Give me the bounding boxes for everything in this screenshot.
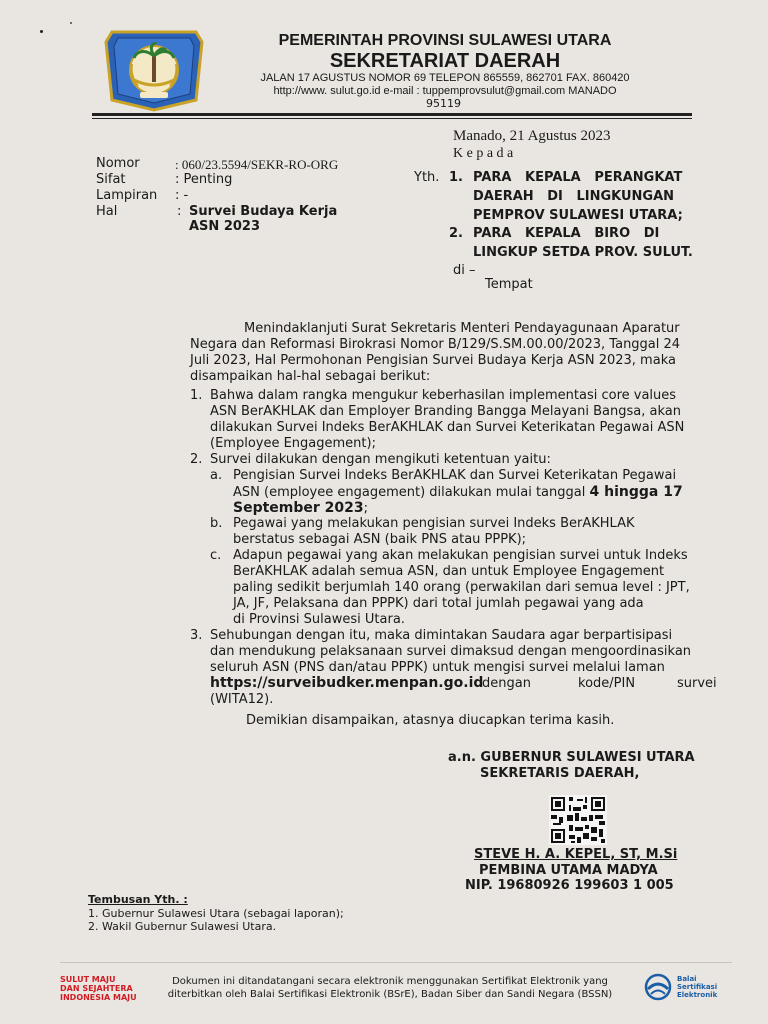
hal-value-line1: Survei Budaya Kerja [189,204,338,219]
signatory-rank: PEMBINA UTAMA MADYA [479,863,658,878]
letterhead-divider [92,113,692,116]
point-2b-line-1: Pegawai yang melakukan pengisian survei Indeks BerAKHLAK [233,516,635,531]
point-2b-line-2: berstatus sebagai ASN (baik PNS atau PPPK); [233,532,527,547]
intro-line-2: Negara dan Reformasi Birokrasi Nomor B/129/S.SM.00.00/2023, Tanggal 24 [190,337,681,352]
recipient-2-line2: LINGKUP SETDA PROV. SULUT. [473,245,693,260]
recipient-1-line2: DAERAH DI LINGKUNGAN [473,189,675,204]
hal-value-line2: ASN 2023 [189,219,261,234]
address-line: JALAN 17 AGUSTUS NOMOR 69 TELEPON 865559, 862701 FAX. 860420 [260,72,630,84]
point-1-line-4: (Employee Engagement); [210,436,376,451]
contact-line: http://www. sulut.go.id e-mail : tuppemprovsulut@gmail.com MANADO [273,85,617,97]
point-3-line-3: seluruh ASN (PNS dan/atau PPPK) untuk mengisi survei melalui laman [210,660,665,675]
point-1-line-1: Bahwa dalam rangka mengukur keberhasilan implementasi core values [210,388,677,403]
point-2a-line-2 [233,484,683,501]
footer-note [150,975,630,1001]
di-label: di – [453,263,476,278]
sifat-value: : Penting [175,172,233,187]
lampiran-value: : - [175,188,189,203]
bsre-logo-text [677,975,717,999]
intro-line-3: Juli 2023, Hal Permohonan Pengisian Survei Budaya Kerja ASN 2023, maka [190,353,676,368]
point-3-line-2: dan mendukung pelaksanaan survei dimaksud dengan mengoordinasikan [210,644,692,659]
signature-on-behalf: a.n. GUBERNUR SULAWESI UTARA [448,750,695,765]
postal-code: 95119 [426,97,461,110]
recipient-1-line3: PEMPROV SULAWESI UTARA; [473,208,683,223]
closing-sentence: Demikian disampaikan, atasnya diucapkan terima kasih. [246,713,615,728]
footer-slogan [60,975,137,1002]
point-2c-line-5: di Provinsi Sulawesi Utara. [233,612,405,627]
recipient-1-line1: PARA KEPALA PERANGKAT [473,170,683,185]
bsre-logo-icon [642,973,674,1001]
signatory-nip: NIP. 19680926 199603 1 005 [465,878,674,893]
slogan-line-1: SULUT MAJU [60,975,116,984]
point-2c-label: c. [210,548,222,563]
point-2a-label: a. [210,468,223,483]
slogan-line-3: INDONESIA MAJU [60,993,137,1002]
yth-label: Yth. [414,170,440,185]
tembusan-heading: Tembusan Yth. : [88,893,188,906]
signature-title: SEKRETARIS DAERAH, [480,766,640,781]
nomor-label: Nomor [96,156,140,171]
survey-link[interactable]: https://surveibudker.menpan.go.id [210,675,484,691]
point-2a-line-2-text: ASN (employee engagement) dilakukan mulai tanggal [233,485,590,500]
footer-divider [60,962,732,963]
point-3-number: 3. [190,628,203,643]
point-2a-line-3-end: ; [363,501,369,516]
point-1-number: 1. [190,388,203,403]
point-3-survei: survei [677,676,717,691]
bsre-line-3: Elektronik [677,991,718,999]
office-name: SEKRETARIAT DAERAH [329,50,561,72]
kepada-label: K e p a d a [453,146,514,161]
signatory-name: STEVE H. A. KEPEL, ST, M.Si [474,847,678,862]
point-3-line-1: Sehubungan dengan itu, maka dimintakan Saudara agar berpartisipasi [210,628,673,643]
place-date: Manado, 21 Agustus 2023 [453,128,611,144]
nomor-value: : 060/23.5594/SEKR-RO-ORG [175,157,339,172]
point-1-line-2: ASN BerAKHLAK dan Employer Branding Bangga Melayani Bangsa, akan [210,404,681,419]
recipient-2-line1: PARA KEPALA BIRO DI [473,226,660,241]
hal-label: Hal [96,204,118,219]
point-2c-line-4: JA, JF, Pelaksana dan PPPK) dari total jumlah pegawai yang ada [233,596,644,611]
tempat-label: Tempat [485,277,533,292]
letterhead-divider-thin [92,118,692,119]
point-2c-line-1: Adapun pegawai yang akan melakukan pengisian survei untuk Indeks [233,548,688,563]
government-name: PEMERINTAH PROVINSI SULAWESI UTARA [278,32,612,49]
point-2a-line-1: Pengisian Survei Indeks BerAKHLAK dan Survei Keterikatan Pegawai [233,468,677,483]
scan-speck [40,30,43,33]
lampiran-label: Lampiran [96,188,158,203]
point-1-line-3: dilakukan Survei Indeks BerAKHLAK dan Survei Keterikatan Pegawai ASN [210,420,685,435]
point-2c-line-2: BerAKHLAK adalah semua ASN, dan untuk Employee Engagement [233,564,665,579]
footer-note-line-1: Dokumen ini ditandatangani secara elektronik menggunakan Sertifikat Elektronik yang [172,976,608,987]
point-2-number: 2. [190,452,203,467]
point-2b-label: b. [210,516,223,531]
date-range-end: September 2023 [233,500,364,516]
intro-line-1: Menindaklanjuti Surat Sekretaris Menteri Pendayagunaan Aparatur [244,321,680,336]
point-2c-line-3: paling sedikit berjumlah 140 orang (perwakilan dari semua level : JPT, [233,580,690,595]
sifat-label: Sifat [96,172,126,187]
point-3-pin-value: (WITA12). [210,692,274,707]
bsre-line-1: Balai [677,975,697,983]
recipient-1-number: 1. [449,170,463,185]
tembusan-item-1: 1. Gubernur Sulawesi Utara (sebagai laporan); [88,907,344,920]
point-2a-line-3 [233,500,368,517]
point-3-dengan: dengan [482,676,531,691]
slogan-line-2: DAN SEJAHTERA [60,984,133,993]
province-emblem [104,30,204,112]
footer-note-line-2: diterbitkan oleh Balai Sertifikasi Elektronik (BSrE), Badan Siber dan Sandi Negara (BSSN) [167,989,613,1000]
recipient-2-number: 2. [449,226,463,241]
intro-line-4: disampaikan hal-hal sebagai berikut: [190,369,431,384]
scan-speck [70,22,72,24]
point-2-heading: Survei dilakukan dengan mengikuti ketentuan yaitu: [210,452,551,467]
bsre-line-2: Sertifikasi [677,983,718,991]
hal-colon: : [177,204,182,219]
signature-qr-code [549,795,607,845]
date-range-start: 4 hingga 17 [589,484,683,500]
tembusan-item-2: 2. Wakil Gubernur Sulawesi Utara. [88,920,277,933]
point-3-kode-pin: kode/PIN [578,676,636,691]
